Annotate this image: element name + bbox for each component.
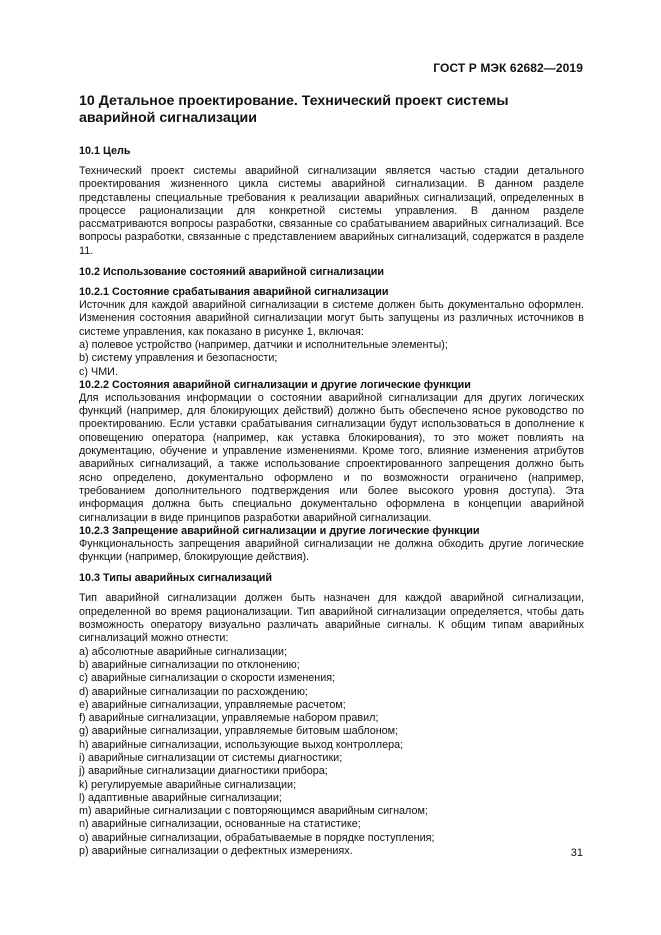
list-item: a) абсолютные аварийные сигнализации; bbox=[79, 645, 288, 658]
list-item: i) аварийные сигнализации от системы диагностики; bbox=[79, 751, 343, 764]
list-item: o) аварийные сигнализации, обрабатываемые в порядке поступления; bbox=[79, 831, 435, 844]
subsection-title-10-2-3: 10.2.3 Запрещение аварийной сигнализации и другие логические функции bbox=[79, 524, 480, 537]
list-item: j) аварийные сигнализации диагностики прибора; bbox=[79, 765, 328, 778]
subsection-title-10-2: 10.2 Использование состояний аварийной сигнализации bbox=[79, 266, 385, 279]
paragraph-10-3: Тип аварийной сигнализации должен быть назначен для каждой аварийной сигнализации, определенной во время рационализации. Тип аварийной сигнализации определяется, чтобы дать возможность оператору визуально различать аварийные сигналы. К общим типам аварийных сигнализаций можно отнести: bbox=[79, 592, 584, 645]
list-item: c) аварийные сигнализации о скорости изменения; bbox=[79, 672, 336, 685]
list-item: h) аварийные сигнализации, использующие выход контроллера; bbox=[79, 738, 404, 751]
list-item: e) аварийные сигнализации, управляемые расчетом; bbox=[79, 698, 346, 711]
document-standard-header: ГОСТ Р МЭК 62682—2019 bbox=[433, 61, 583, 75]
list-item: n) аварийные сигнализации, основанные на статистике; bbox=[79, 818, 361, 831]
subsection-title-10-2-1: 10.2.1 Состояние срабатывания аварийной сигнализации bbox=[79, 286, 389, 299]
list-item: a) полевое устройство (например, датчики и исполнительные элементы); bbox=[79, 338, 448, 351]
list-item: b) систему управления и безопасности; bbox=[79, 352, 278, 365]
list-item: m) аварийные сигнализации с повторяющимся аварийным сигналом; bbox=[79, 805, 428, 818]
list-item: c) ЧМИ. bbox=[79, 365, 118, 378]
subsection-title-10-3: 10.3 Типы аварийных сигнализаций bbox=[79, 572, 272, 585]
paragraph-10-2-2: Для использования информации о состоянии аварийной сигнализации для других логических функций (например, для блокирующих действий) должно быть обеспечено ясное руководство по проектированию. Если уставки срабатывания сигнализации будут использоваться в дополнение к оповещению оператора (например, как уставка блокирования), то это может повлиять на документацию, обучение и управление изменениями. Кроме того, влияние изменения атрибутов аварийных сигнализаций, а также использование спроектированного запрещения должно быть ясно определено, документально оформлено и по возможности ограничено (например, требованием дополнительного подтверждения или более высокого уровня доступа). Эта информация должна быть специально документально оформлена в концепции аварийной сигнализации в виде принципов разработки аварийной сигнализации. bbox=[79, 391, 584, 524]
list-item: g) аварийные сигнализации, управляемые битовым шаблоном; bbox=[79, 725, 399, 738]
subsection-title-10-2-2: 10.2.2 Состояния аварийной сигнализации и другие логические функции bbox=[79, 378, 471, 391]
list-item: l) адаптивные аварийные сигнализации; bbox=[79, 791, 282, 804]
subsection-title-10-1: 10.1 Цель bbox=[79, 145, 131, 157]
paragraph-10-1: Технический проект системы аварийной сигнализации является частью стадии детального проектирования жизненного цикла системы аварийной сигнализации. В данном разделе представлены специальные требования к реализации аварийных сигнализаций, определенных в процессе рационализации для конкретной системы управления. В данном разделе рассматриваются вопросы разработки, связанные со срабатыванием аварийных сигнализаций. Все вопросы разработки, связанные с представлением аварийных сигнализаций, содержатся в разделе 11. bbox=[79, 165, 584, 257]
list-item: d) аварийные сигнализации по расхождению; bbox=[79, 685, 308, 698]
paragraph-10-2-1: Источник для каждой аварийной сигнализации в системе должен быть документально оформлен. Изменения состояния аварийной сигнализации могут быть запущены из различных источников в системе управления, как показано в рисунке 1, включая: bbox=[79, 299, 584, 338]
page-content bbox=[79, 93, 584, 858]
section-title: 10 Детальное проектирование. Технический проект системы аварийной сигнализации bbox=[79, 93, 509, 126]
list-item: b) аварийные сигнализации по отклонению; bbox=[79, 658, 300, 671]
paragraph-10-2-3: Функциональность запрещения аварийной сигнализации не должна обходить другие логические функции (например, блокирующие действия). bbox=[79, 537, 584, 564]
list-item: p) аварийные сигнализации о дефектных измерениях. bbox=[79, 845, 353, 858]
list-item: f) аварийные сигнализации, управляемые набором правил; bbox=[79, 712, 379, 725]
page-number: 31 bbox=[570, 847, 583, 859]
list-item: k) регулируемые аварийные сигнализации; bbox=[79, 778, 297, 791]
